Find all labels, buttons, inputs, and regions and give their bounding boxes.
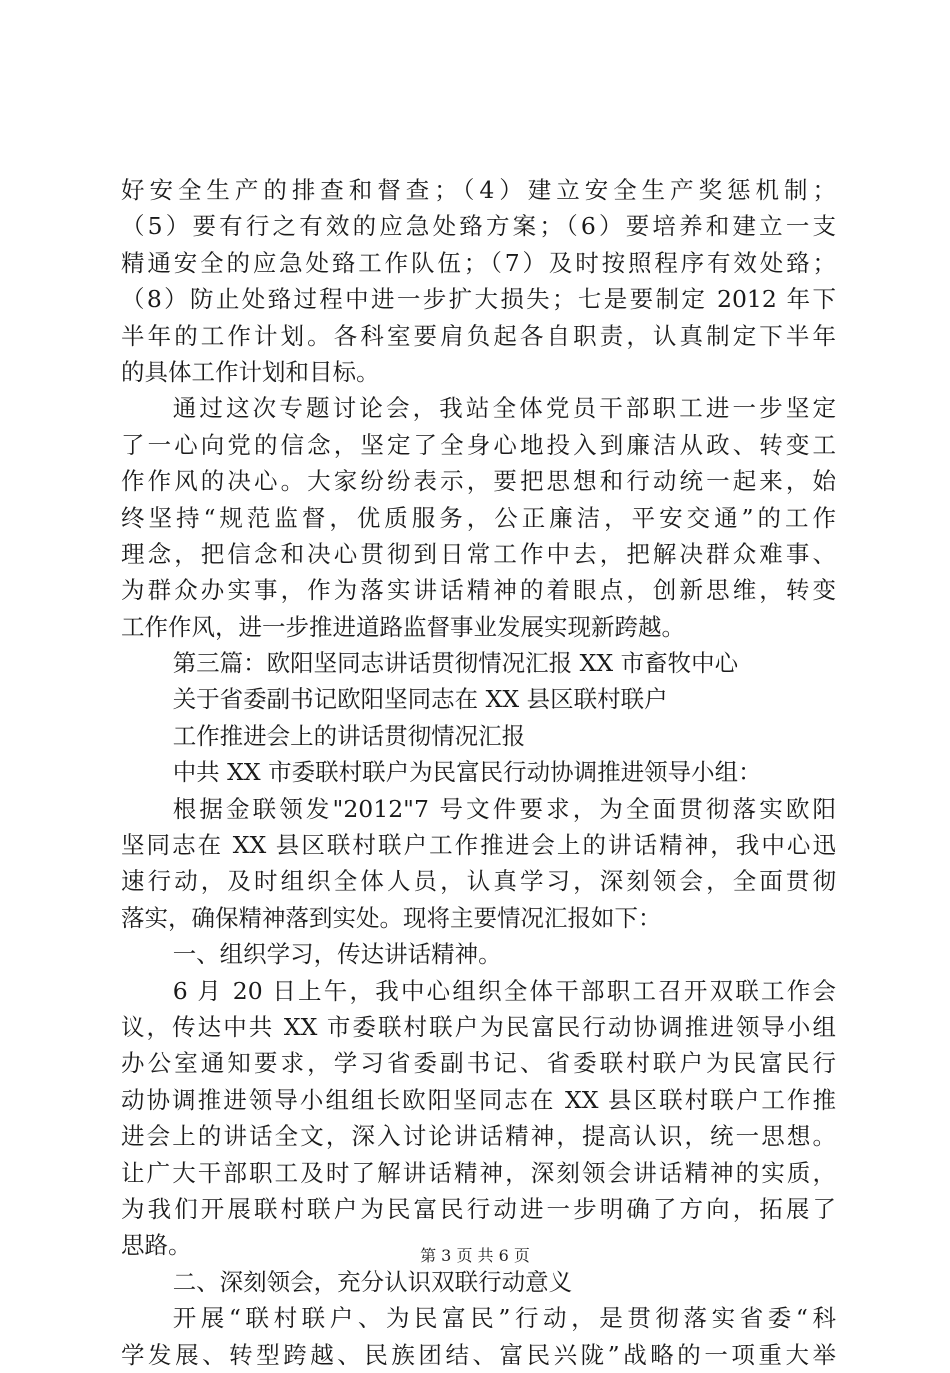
text-line: 二、深刻领会，充分认识双联行动意义 (172, 1267, 573, 1296)
text-line: 学发展、转型跨越、民族团结、富民兴陇”战略的一项重大举 (121, 1340, 836, 1369)
text-line: 终坚持“规范监督，优质服务，公正廉洁，平安交通”的工作 (121, 503, 836, 532)
text-line: 关于省委副书记欧阳坚同志在 XX 县区联村联户 (172, 685, 668, 714)
text-line: 动协调推进领导小组组长欧阳坚同志在 XX 县区联村联户工作推 (121, 1085, 836, 1114)
page-footer: 第 3 页 共 6 页 (420, 1246, 530, 1265)
text-line: 开展“联村联户、为民富民”行动，是贯彻落实省委“科 (172, 1304, 836, 1333)
text-line: 理念，把信念和决心贯彻到日常工作中去，把解决群众难事、 (121, 539, 836, 568)
text-line: 作作风的决心。大家纷纷表示，要把思想和行动统一起来，始 (121, 467, 836, 496)
text-line: 工作推进会上的讲话贯彻情况汇报 (172, 721, 526, 750)
text-line: 思路。 (121, 1231, 192, 1260)
text-line: （5）要有行之有效的应急处臵方案；（6）要培养和建立一支 (121, 212, 836, 241)
text-line: 好安全生产的排查和督查；（4）建立安全生产奖惩机制； (121, 176, 836, 204)
text-line: 落实，确保精神落到实处。现将主要情况汇报如下： (121, 903, 662, 932)
text-line: 精通安全的应急处臵工作队伍；（7）及时按照程序有效处臵； (121, 248, 836, 277)
text-line: 通过这次专题讨论会，我站全体党员干部职工进一步坚定 (172, 394, 836, 423)
text-line: 了一心向党的信念，坚定了全身心地投入到廉洁从政、转变工 (121, 430, 836, 459)
text-line: 半年的工作计划。各科室要肩负起各自职责，认真制定下半年 (121, 321, 836, 350)
text-line: 为群众办实事，作为落实讲话精神的着眼点，创新思维，转变 (121, 576, 836, 605)
text-line: 坚同志在 XX 县区联村联户工作推进会上的讲话精神，我中心迅 (121, 831, 836, 860)
text-line: 进会上的讲话全文，深入讨论讲话精神，提高认识，统一思想。 (121, 1122, 836, 1151)
text-line: 速行动，及时组织全体人员，认真学习，深刻领会，全面贯彻 (121, 867, 836, 896)
text-line: 让广大干部职工及时了解讲话精神，深刻领会讲话精神的实质， (121, 1158, 836, 1187)
text-line: 为我们开展联村联户为民富民行动进一步明确了方向，拓展了 (121, 1194, 836, 1223)
text-line: 中共 XX 市委联村联户为民富民行动协调推进领导小组： (172, 758, 762, 787)
text-line: 议，传达中共 XX 市委联村联户为民富民行动协调推进领导小组 (121, 1012, 836, 1041)
text-line: 工作作风，进一步推进道路监督事业发展实现新跨越。 (121, 612, 685, 641)
text-line: 第三篇：欧阳坚同志讲话贯彻情况汇报 XX 市畜牧中心 (172, 649, 739, 678)
text-line: 一、组织学习，传达讲话精神。 (172, 940, 502, 969)
text-line: 根据金联领发"2012"7 号文件要求，为全面贯彻落实欧阳 (172, 794, 836, 823)
text-line: 的具体工作计划和目标。 (121, 357, 380, 386)
text-line: 6 月 20 日上午，我中心组织全体干部职工召开双联工作会 (172, 976, 836, 1005)
text-line: 办公室通知要求，学习省委副书记、省委联村联户为民富民行 (121, 1049, 836, 1078)
text-line: （8）防止处臵过程中进一步扩大损失；七是要制定 2012 年下 (121, 285, 836, 314)
body-text (121, 172, 836, 1373)
